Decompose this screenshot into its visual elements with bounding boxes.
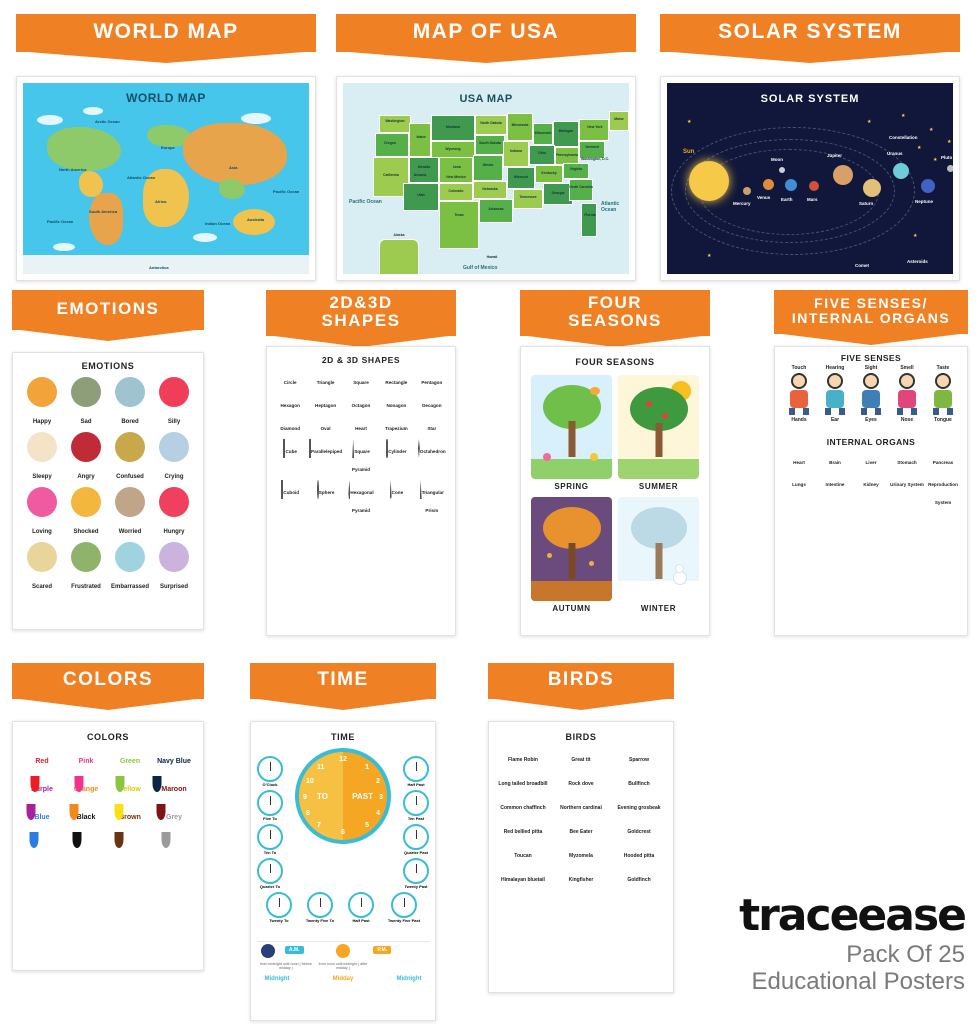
color-swatch: Maroon xyxy=(161,786,187,793)
card-world-map[interactable] xyxy=(16,76,316,281)
sense-item: Smell Nose xyxy=(889,365,925,423)
shape-item: Octahedron xyxy=(415,440,449,476)
bird-item: Great tit xyxy=(571,757,591,763)
banner-emotions: EMOTIONS xyxy=(12,290,204,330)
shape-item: Heart xyxy=(355,426,367,431)
organ-item: Stomach xyxy=(897,460,917,465)
shape-item: Circle xyxy=(283,380,297,385)
mini-clock: Twenty Five To xyxy=(306,892,334,923)
colors-title: COLORS xyxy=(86,732,130,742)
shape-item: Trapezium xyxy=(385,426,408,431)
shape-item: Rectangle xyxy=(385,380,408,385)
bird-item: Northern cardinal xyxy=(560,805,602,811)
card-solar-system[interactable] xyxy=(660,76,960,281)
poster-usa-map[interactable] xyxy=(336,14,636,271)
emotion-item: Hungry xyxy=(153,487,195,538)
emotion-item: Worried xyxy=(109,487,151,538)
sense-item: Taste Tongue xyxy=(925,365,961,423)
season-item: WINTER xyxy=(618,497,699,613)
kid-figure xyxy=(894,373,920,415)
shape-item: Cylinder xyxy=(379,440,413,476)
sense-item: Touch Hands xyxy=(781,365,817,423)
color-swatch: Grey xyxy=(166,814,182,821)
mini-clock: O'Clock xyxy=(257,756,283,787)
emotion-item: Surprised xyxy=(153,542,195,593)
organs-title: INTERNAL ORGANS xyxy=(826,437,916,447)
shapes-grid xyxy=(267,365,455,521)
bird-item: Flame Robin xyxy=(507,757,538,763)
banner-colors: COLORS xyxy=(12,663,204,699)
color-swatch: Navy Blue xyxy=(157,758,191,765)
senses-grid xyxy=(775,365,967,423)
poster-emotions[interactable] xyxy=(12,290,204,590)
organ-item: Heart xyxy=(793,460,805,465)
emotions-title: EMOTIONS xyxy=(81,361,135,371)
card-emotions[interactable] xyxy=(12,352,204,630)
shape-item: Star xyxy=(427,426,437,431)
shape-item: Hexagon xyxy=(280,403,300,408)
shape-item: Cuboid xyxy=(273,481,307,517)
color-swatch: Blue xyxy=(34,814,50,821)
kid-figure xyxy=(786,373,812,415)
bird-item: Red bellied pitta xyxy=(503,829,543,835)
solar-system-title: SOLAR SYSTEM xyxy=(760,93,860,105)
kid-figure xyxy=(858,373,884,415)
organ-item: Pancreas xyxy=(932,460,954,465)
sun-icon xyxy=(336,944,350,958)
world-map-art: WORLD MAP Arctic Ocean North America Atlantic Ocean Europe Asia Pacific Ocean Africa Indian Ocean South America Australia Pacific Ocean Antarctica xyxy=(23,83,309,274)
mini-clock: Quarter Past xyxy=(403,824,429,855)
bird-item: Toucan xyxy=(514,853,532,859)
shape-item: Decagon xyxy=(422,403,442,408)
organ-item: Urinary System xyxy=(890,482,924,487)
shape-item: Nonagon xyxy=(386,403,407,408)
poster-senses-organs[interactable] xyxy=(774,290,968,505)
bird-item: Hooded pitta xyxy=(623,853,655,859)
mini-clock: Twenty Past xyxy=(403,858,429,889)
banner-time: TIME xyxy=(250,663,436,699)
senses-title: FIVE SENSES xyxy=(840,353,902,363)
card-seasons[interactable] xyxy=(520,346,710,636)
kid-figure xyxy=(822,373,848,415)
shape-item: Square Pyramid xyxy=(344,440,378,476)
poster-solar-system[interactable] xyxy=(660,14,960,268)
banner-solar-system: SOLAR SYSTEM xyxy=(660,14,960,52)
mini-clock: Ten Past xyxy=(403,790,429,821)
bird-item: Myzomela xyxy=(569,853,593,859)
birds-grid xyxy=(489,742,673,892)
shape-item: Diamond xyxy=(280,426,301,431)
card-birds[interactable] xyxy=(488,721,674,993)
time-bottom-minis xyxy=(251,888,435,923)
poster-birds[interactable] xyxy=(488,663,674,883)
emotions-grid xyxy=(13,371,203,597)
mini-clock: Five To xyxy=(257,790,283,821)
sense-item: Hearing Ear xyxy=(817,365,853,423)
color-swatch: Black xyxy=(76,814,96,821)
kid-figure xyxy=(930,373,956,415)
mini-clock: Twenty To xyxy=(266,892,292,923)
organ-item: Intestine xyxy=(825,482,845,487)
usa-map-art: USA MAP Washington Oregon Idaho Montana North Dakota Minnesota Wisconsin Michigan New York Maine South Dakota Wyoming Nevada California Iowa Illinois Indiana Ohio Pennsylvania Vermont Nebraska Missouri Kentucky Virginia Colorado Utah Texas Arkansas Tennessee Georgia North Carolina Florida Alaska Hawaii Arizona New Mexico Washington, D.C. Pacific Ocean Atlantic Ocean Gulf of Mexico xyxy=(343,83,629,274)
color-swatch: Pink xyxy=(78,758,94,765)
poster-world-map[interactable] xyxy=(16,14,316,270)
card-colors[interactable] xyxy=(12,721,204,971)
brand-block xyxy=(739,890,965,996)
shape-item: Heptagon xyxy=(315,403,337,408)
bird-item: Common chaffinch xyxy=(500,805,546,811)
organs-grid xyxy=(775,449,967,515)
bird-item: Bullfinch xyxy=(628,781,650,787)
emotion-item: Angry xyxy=(65,432,107,483)
season-item: AUTUMN xyxy=(531,497,612,613)
bird-item: Goldcrest xyxy=(627,829,651,835)
emotion-item: Happy xyxy=(21,377,63,428)
card-shapes[interactable] xyxy=(266,346,456,636)
bird-item: Himalayan bluetail xyxy=(501,877,545,883)
main-clock: TO PAST 12 1 2 3 4 5 6 7 8 9 10 11 xyxy=(295,748,391,844)
seasons-title: FOUR SEASONS xyxy=(575,357,655,367)
banner-world-map: WORLD MAP xyxy=(16,14,316,52)
emotion-item: Confused xyxy=(109,432,151,483)
mini-clock: Half Past xyxy=(403,756,429,787)
color-swatch: Orange xyxy=(73,786,99,793)
emotion-item: Scared xyxy=(21,542,63,593)
bird-item: Evening grosbeak xyxy=(617,805,661,811)
color-swatch: Green xyxy=(119,758,141,765)
emotion-item: Embarrassed xyxy=(109,542,151,593)
organ-item: Lungs xyxy=(792,482,806,487)
brand-logo: traceease xyxy=(739,890,965,942)
emotion-item: Loving xyxy=(21,487,63,538)
color-swatch: Red xyxy=(35,758,49,765)
emotion-item: Crying xyxy=(153,432,195,483)
mini-clock: Quarter To xyxy=(257,858,283,889)
poster-shapes[interactable] xyxy=(266,290,456,513)
solar-system-art: SOLAR SYSTEM ★ ★ ★ ★ ★ ★ ★ ★ ★ Sun Mercury Venus Earth Moon Mars Jupiter Saturn Uranus Neptune Pluto Constellation Asteroids Comet xyxy=(667,83,953,274)
organ-item: Kidney xyxy=(863,482,879,487)
bird-item: Rock dove xyxy=(568,781,594,787)
usa-map-title: USA MAP xyxy=(459,93,513,105)
color-swatch: Brown xyxy=(119,814,141,821)
banner-usa-map: MAP OF USA xyxy=(336,14,636,52)
shape-item: Square xyxy=(353,380,369,385)
card-usa-map[interactable] xyxy=(336,76,636,281)
bird-item: Long tailed broadbill xyxy=(498,781,548,787)
card-senses-organs[interactable] xyxy=(774,346,968,636)
shape-item: Triangular Prism xyxy=(415,481,449,517)
poster-time[interactable] xyxy=(250,663,436,983)
seasons-grid xyxy=(521,367,709,621)
banner-birds: BIRDS xyxy=(488,663,674,699)
emotion-item: Shocked xyxy=(65,487,107,538)
season-item: SUMMER xyxy=(618,375,699,491)
card-time[interactable] xyxy=(250,721,436,1021)
shape-item: Pentagon xyxy=(421,380,443,385)
color-swatch: Yellow xyxy=(119,786,141,793)
season-item: SPRING xyxy=(531,375,612,491)
shape-item: Hexagonal Pyramid xyxy=(344,481,378,517)
brand-tagline-line1: Pack Of 25 xyxy=(846,940,965,968)
shape-item: Parallelepiped xyxy=(308,440,342,476)
mini-clock: Twenty Five Past xyxy=(388,892,420,923)
shape-item: Triangle xyxy=(316,380,335,385)
bird-item: Goldfinch xyxy=(627,877,651,883)
birds-title: BIRDS xyxy=(565,732,597,742)
banner-shapes: 2D&3D SHAPES xyxy=(266,290,456,336)
shape-item: Sphere xyxy=(308,481,342,517)
moon-icon xyxy=(261,944,275,958)
bird-item: Bee Eater xyxy=(569,829,593,835)
emotion-item: Sad xyxy=(65,377,107,428)
shape-item: Oval xyxy=(320,426,331,431)
sense-item: Sight Eyes xyxy=(853,365,889,423)
color-swatch: Purple xyxy=(31,786,53,793)
shape-item: Octagon xyxy=(351,403,371,408)
emotion-item: Silly xyxy=(153,377,195,428)
colors-grid xyxy=(13,742,203,832)
world-map-title: WORLD MAP xyxy=(126,91,206,105)
mini-clock: Ten To xyxy=(257,824,283,855)
poster-colors[interactable] xyxy=(12,663,204,821)
shape-item: Cone xyxy=(379,481,413,517)
mini-clock: Half Past xyxy=(348,892,374,923)
time-title: TIME xyxy=(331,732,355,742)
emotion-item: Frustrated xyxy=(65,542,107,593)
shape-item: Cube xyxy=(273,440,307,476)
bird-item: Sparrow xyxy=(628,757,649,763)
banner-senses-organs: FIVE SENSES/ INTERNAL ORGANS xyxy=(774,290,968,334)
poster-seasons[interactable] xyxy=(520,290,710,613)
brand-tagline-line2: Educational Posters xyxy=(751,968,965,996)
banner-seasons: FOUR SEASONS xyxy=(520,290,710,336)
organ-item: Reproduction System xyxy=(928,482,958,505)
emotion-item: Bored xyxy=(109,377,151,428)
time-footer: A.M. P.M. from midnight until noon ( before midday ) from noon until midnight ( after midday ) Midnight Midday Midnight xyxy=(257,941,429,993)
shapes-title: 2D & 3D SHAPES xyxy=(321,355,401,365)
bird-item: Kingfisher xyxy=(568,877,594,883)
organ-item: Brain xyxy=(829,460,841,465)
organ-item: Liver xyxy=(865,460,877,465)
emotion-item: Sleepy xyxy=(21,432,63,483)
